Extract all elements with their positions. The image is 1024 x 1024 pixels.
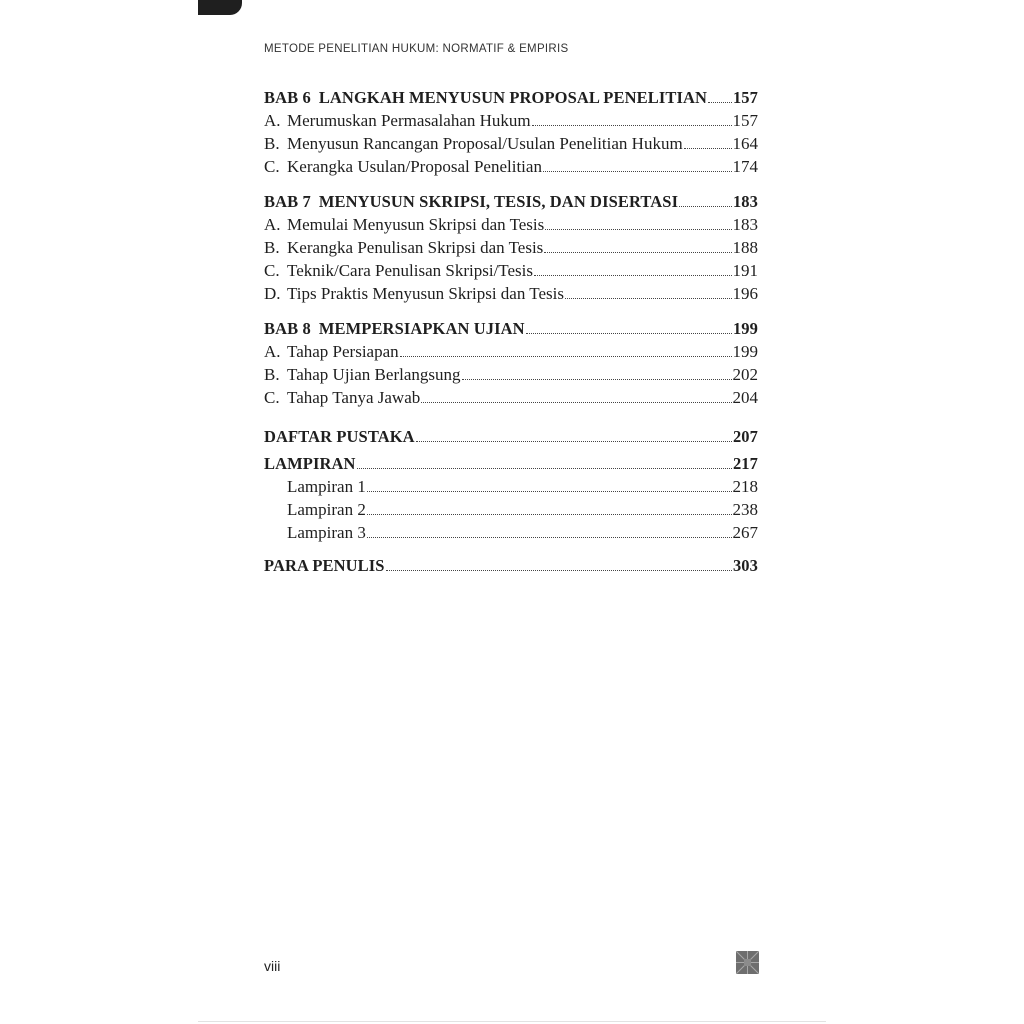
toc-entry bbox=[264, 521, 758, 544]
dot-leader bbox=[534, 260, 732, 276]
entry-letter: D. bbox=[264, 284, 281, 303]
page-number: 183 bbox=[732, 192, 758, 211]
toc-entry bbox=[264, 155, 758, 178]
toc-entry bbox=[264, 498, 758, 521]
toc-chapter-label bbox=[264, 190, 678, 213]
page-number: 183 bbox=[732, 215, 758, 234]
page-number: 267 bbox=[732, 523, 758, 542]
toc-entry bbox=[264, 213, 758, 236]
chapter-title: MEMPERSIAPKAN UJIAN bbox=[318, 319, 525, 338]
entry-letter: C. bbox=[264, 388, 280, 407]
toc-entry bbox=[264, 236, 758, 259]
entry-title: Kerangka Usulan/Proposal Penelitian bbox=[287, 157, 542, 176]
page-number: 199 bbox=[732, 319, 758, 338]
toc-section-title: DAFTAR PUSTAKA bbox=[264, 427, 415, 446]
page-number: 217 bbox=[732, 454, 758, 473]
dot-leader bbox=[357, 453, 732, 469]
dot-leader bbox=[532, 110, 732, 126]
page-number: 164 bbox=[732, 134, 758, 153]
entry-title: Kerangka Penulisan Skripsi dan Tesis bbox=[287, 238, 544, 257]
dot-leader bbox=[708, 87, 732, 103]
entry-letter: A. bbox=[264, 215, 281, 234]
entry-title: Tahap Ujian Berlangsung bbox=[287, 365, 461, 384]
toc-lampiran bbox=[264, 452, 758, 475]
toc-entry-label bbox=[264, 282, 564, 305]
entry-letter: B. bbox=[264, 134, 280, 153]
page-number: 199 bbox=[732, 342, 758, 361]
toc-entry-label bbox=[264, 132, 683, 155]
page-number: 204 bbox=[732, 388, 758, 407]
corner-tab-decoration bbox=[198, 0, 242, 15]
dot-leader bbox=[544, 237, 731, 253]
bottom-edge-line bbox=[198, 1021, 826, 1022]
page-number: 188 bbox=[732, 238, 758, 257]
toc-chapter-6 bbox=[264, 86, 758, 109]
toc-entry-label bbox=[264, 386, 420, 409]
chapter-number: BAB 7 bbox=[264, 192, 311, 211]
toc-chapter-label bbox=[264, 86, 707, 109]
page-number: 303 bbox=[732, 556, 758, 575]
entry-title: Menyusun Rancangan Proposal/Usulan Penelitian Hukum bbox=[287, 134, 683, 153]
dot-leader bbox=[565, 283, 732, 299]
dot-leader bbox=[684, 133, 732, 149]
entry-title: Tahap Tanya Jawab bbox=[287, 388, 421, 407]
decorative-mark-icon bbox=[736, 951, 759, 974]
spacer bbox=[264, 305, 758, 317]
toc-entry bbox=[264, 109, 758, 132]
entry-title: Lampiran 3 bbox=[287, 523, 366, 542]
chapter-title: LANGKAH MENYUSUN PROPOSAL PENELITIAN bbox=[318, 88, 707, 107]
entry-title: Merumuskan Permasalahan Hukum bbox=[287, 111, 531, 130]
entry-letter: C. bbox=[264, 261, 280, 280]
running-header: METODE PENELITIAN HUKUM: NORMATIF & EMPIRIS bbox=[264, 43, 569, 55]
page-number: 202 bbox=[732, 365, 758, 384]
toc-entry bbox=[264, 259, 758, 282]
chapter-title: MENYUSUN SKRIPSI, TESIS, DAN DISERTASI bbox=[318, 192, 679, 211]
toc-entry-label bbox=[264, 363, 461, 386]
page-number: 174 bbox=[732, 157, 758, 176]
dot-leader bbox=[526, 318, 732, 334]
page-number: 157 bbox=[732, 111, 758, 130]
dot-leader bbox=[386, 555, 732, 571]
page-number: 207 bbox=[732, 427, 758, 446]
entry-title: Teknik/Cara Penulisan Skripsi/Tesis bbox=[287, 261, 533, 280]
entry-title: Lampiran 2 bbox=[287, 500, 366, 519]
toc-para-penulis bbox=[264, 554, 758, 577]
toc-entry bbox=[264, 132, 758, 155]
toc-entry bbox=[264, 475, 758, 498]
entry-title: Memulai Menyusun Skripsi dan Tesis bbox=[287, 215, 545, 234]
toc-chapter-7 bbox=[264, 190, 758, 213]
dot-leader bbox=[367, 476, 732, 492]
spacer bbox=[264, 544, 758, 554]
dot-leader bbox=[462, 364, 732, 380]
toc-entry-label bbox=[264, 340, 399, 363]
toc-entry-label bbox=[264, 236, 543, 259]
dot-leader bbox=[545, 214, 731, 230]
toc-entry bbox=[264, 386, 758, 409]
toc-entry-label bbox=[264, 109, 531, 132]
entry-letter: A. bbox=[264, 342, 281, 361]
toc-chapter-8 bbox=[264, 317, 758, 340]
entry-letter: C. bbox=[264, 157, 280, 176]
toc-section-title: PARA PENULIS bbox=[264, 556, 385, 575]
chapter-number: BAB 6 bbox=[264, 88, 311, 107]
toc-entry-label bbox=[264, 259, 533, 282]
dot-leader bbox=[400, 341, 732, 357]
entry-letter: A. bbox=[264, 111, 281, 130]
dot-leader bbox=[679, 191, 732, 207]
dot-leader bbox=[543, 156, 732, 172]
chapter-number: BAB 8 bbox=[264, 319, 311, 338]
dot-leader bbox=[367, 499, 732, 515]
entry-letter: B. bbox=[264, 365, 280, 384]
toc-entry bbox=[264, 282, 758, 305]
entry-title: Lampiran 1 bbox=[287, 477, 366, 496]
toc-entry bbox=[264, 340, 758, 363]
page-folio: viii bbox=[264, 958, 281, 974]
page-number: 218 bbox=[732, 477, 758, 496]
toc-entry-label bbox=[264, 213, 544, 236]
page-number: 196 bbox=[732, 284, 758, 303]
entry-title: Tahap Persiapan bbox=[287, 342, 399, 361]
entry-letter: B. bbox=[264, 238, 280, 257]
toc-daftar-pustaka bbox=[264, 425, 758, 448]
toc-chapter-label bbox=[264, 317, 525, 340]
toc-section-title: LAMPIRAN bbox=[264, 454, 356, 473]
spacer bbox=[264, 409, 758, 425]
toc-entry bbox=[264, 363, 758, 386]
dot-leader bbox=[421, 387, 731, 403]
dot-leader bbox=[367, 522, 732, 538]
toc-entry-label bbox=[264, 155, 542, 178]
dot-leader bbox=[416, 426, 732, 442]
table-of-contents bbox=[264, 86, 758, 577]
page-number: 191 bbox=[732, 261, 758, 280]
page-number: 238 bbox=[732, 500, 758, 519]
spacer bbox=[264, 178, 758, 190]
page-number: 157 bbox=[732, 88, 758, 107]
entry-title: Tips Praktis Menyusun Skripsi dan Tesis bbox=[287, 284, 564, 303]
